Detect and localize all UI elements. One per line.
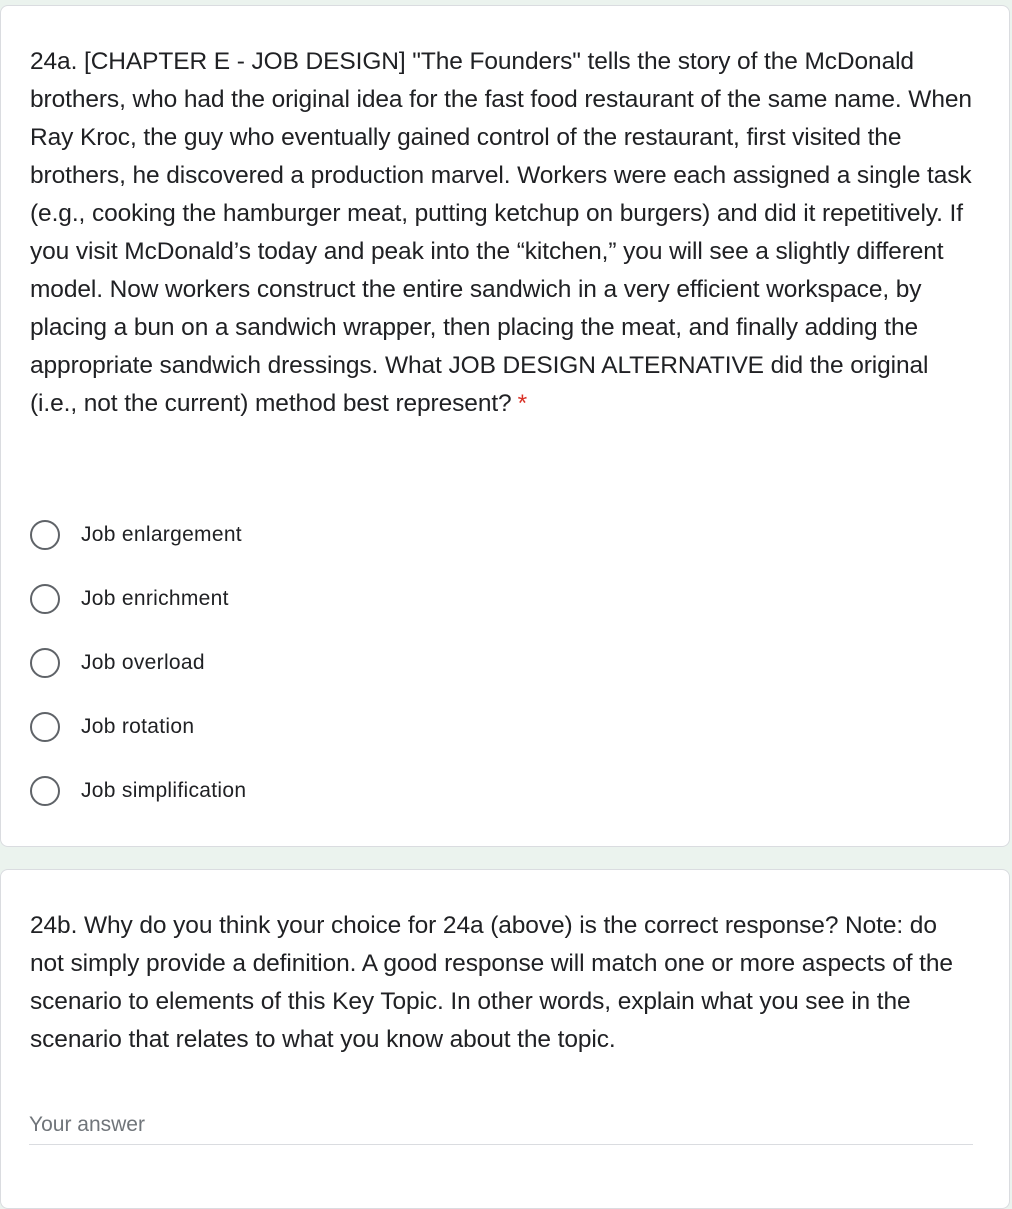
option-label: Job simplification [81,779,247,802]
radio-button[interactable] [30,520,60,550]
option-job-enlargement[interactable] [30,503,246,567]
required-marker: * [517,390,528,417]
question-card-24b [0,869,1010,1209]
radio-button[interactable] [30,712,60,742]
radio-button[interactable] [30,648,60,678]
radio-button[interactable] [30,776,60,806]
option-label: Job overload [81,651,205,674]
option-job-enrichment[interactable] [30,567,246,631]
option-job-simplification[interactable] [30,759,246,823]
option-label: Job enrichment [81,587,229,610]
question-text: 24a. [CHAPTER E - JOB DESIGN] "The Founders" tells the story of the McDonald brothers, who had the original idea for the fast food restaurant of the same name. When Ray Kroc, the guy who eventually gained control of the restaurant, first visited the brothers, he discovered a production marvel. Workers were each assigned a single task (e.g., cooking the hamburger meat, putting ketchup on burgers) and did it repetitively. If you visit McDonald’s today and peak into the “kitchen,” you will see a slightly different model. Now workers construct the entire sandwich in a very efficient workspace, by placing a bun on a sandwich wrapper, then placing the meat, and finally adding the appropriate sandwich dressings. What JOB DESIGN ALTERNATIVE did the original (i.e., not the current) method best represent? [30,48,972,417]
radio-button[interactable] [30,584,60,614]
option-job-rotation[interactable] [30,695,246,759]
option-label: Job enlargement [81,523,242,546]
option-job-overload[interactable] [30,631,246,695]
question-title [30,43,975,423]
option-label: Job rotation [81,715,195,738]
answer-input[interactable] [29,1105,973,1145]
question-card-24a [0,5,1010,847]
question-title: 24b. Why do you think your choice for 24a (above) is the correct response? Note: do not simply provide a definition. A good response will match one or more aspects of the scenario to elements of this Key Topic. In other words, explain what you see in the scenario that relates to what you know about the topic. [30,912,953,1053]
radio-group [30,503,246,823]
